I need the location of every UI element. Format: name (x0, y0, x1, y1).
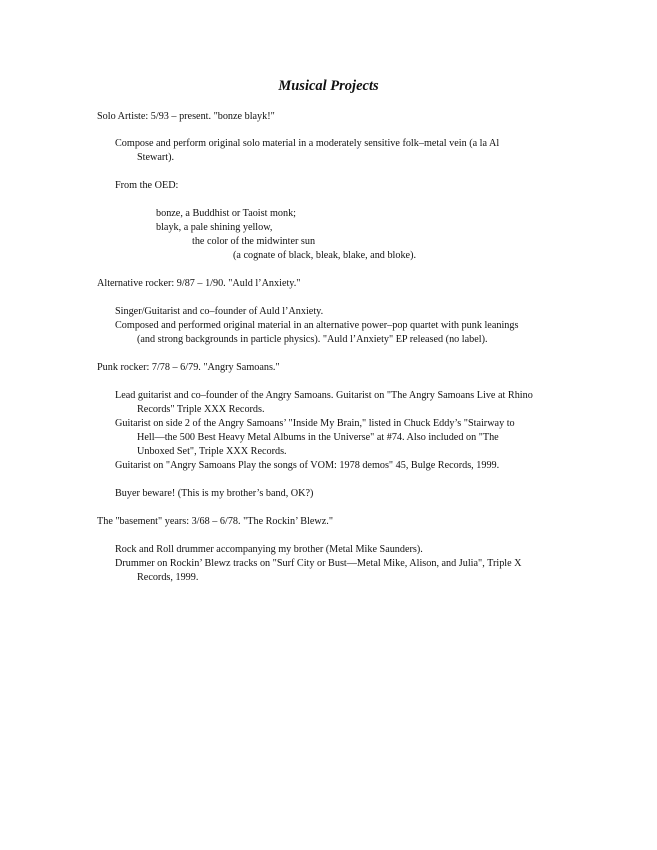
basement-line-1: Rock and Roll drummer accompanying my brother (Metal Mike Saunders). (115, 544, 423, 555)
punk-p3: Guitarist on "Angry Samoans Play the songs of VOM: 1978 demos" 45, Bulge Records, 1999. (115, 460, 500, 471)
page-title: Musical Projects (278, 78, 379, 94)
solo-heading: Solo Artiste: 5/93 – present. "bonze blayk!" (97, 111, 275, 122)
punk-heading: Punk rocker: 7/78 – 6/79. "Angry Samoans." (97, 362, 280, 373)
basement-line-2a: Drummer on Rockin’ Blewz tracks on "Surf City or Bust—Metal Mike, Alison, and Julia", Triple X (115, 558, 522, 569)
punk-p2c: Unboxed Set", Triple XXX Records. (137, 446, 287, 457)
punk-p2a: Guitarist on side 2 of the Angry Samoans’ "Inside My Brain," listed in Chuck Eddy’s "Stairway to (115, 418, 515, 429)
solo-desc-line1: Compose and perform original solo material in a moderately sensitive folk–metal vein (a la Al (115, 138, 500, 149)
poem-line-1: bonze, a Buddhist or Taoist monk; (156, 208, 297, 219)
punk-p1a: Lead guitarist and co–founder of the Angry Samoans. Guitarist on "The Angry Samoans Live at Rhino (115, 390, 533, 401)
alt-line-2a: Composed and performed original material in an alternative power–pop quartet with punk leanings (115, 320, 519, 331)
oed-label: From the OED: (115, 180, 179, 191)
poem-line-3: the color of the midwinter sun (192, 236, 316, 247)
poem-line-2: blayk, a pale shining yellow, (156, 222, 273, 233)
alt-line-1: Singer/Guitarist and co–founder of Auld l’Anxiety. (115, 306, 324, 317)
basement-heading: The "basement" years: 3/68 – 6/78. "The Rockin’ Blewz." (97, 516, 333, 527)
alt-line-2b: (and strong backgrounds in particle physics). "Auld l’Anxiety" EP released (no label). (137, 334, 488, 345)
solo-desc-line2: Stewart). (137, 152, 175, 163)
punk-p1b: Records" Triple XXX Records. (137, 404, 265, 415)
poem-line-4: (a cognate of black, bleak, blake, and bloke). (233, 250, 417, 261)
alt-heading: Alternative rocker: 9/87 – 1/90. "Auld l’Anxiety." (97, 278, 301, 289)
punk-note: Buyer beware! (This is my brother’s band, OK?) (115, 488, 314, 499)
basement-line-2b: Records, 1999. (137, 572, 199, 583)
punk-p2b: Hell—the 500 Best Heavy Metal Albums in the Universe" at #74. Also included on "The (137, 432, 499, 443)
